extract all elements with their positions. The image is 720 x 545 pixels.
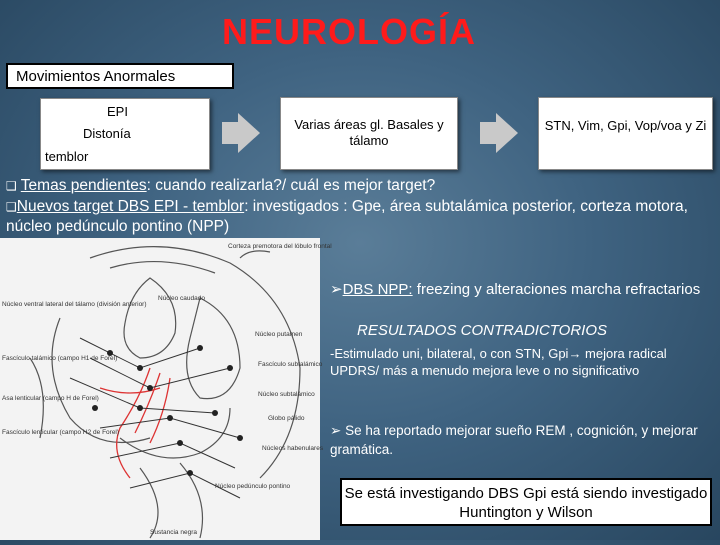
page-title: NEUROLOGÍA [222, 11, 477, 52]
label-vl: Núcleo ventral lateral del tálamo (división anterior) [2, 301, 147, 308]
checkbox-bullet-icon: ❑ [6, 179, 17, 193]
label-gp: Globo pálido [268, 415, 305, 422]
bullet-new-text: : investigados : Gpe, área subtalámica posterior, corteza motora, núcleo pedúnculo pontino (NPP) [6, 198, 688, 235]
stimulation-paragraph [330, 345, 718, 379]
arrow-bullet-icon: ➢ [330, 281, 343, 298]
bullet-pending-text: : cuando realizarla?/ cuál es mejor target? [146, 177, 436, 194]
label-cortex: Corteza premotora del lóbulo frontal [228, 243, 332, 250]
label-ansa: Asa lenticular (campo H de Forel) [2, 395, 99, 402]
section-tag: Movimientos Anormales [6, 63, 234, 89]
npp-heading: DBS NPP: [342, 281, 413, 298]
box-epi-line-1: EPI [107, 104, 128, 119]
npp-text: freezing y alteraciones marcha refractarios [412, 281, 701, 298]
arrow-right-icon: → [568, 346, 582, 361]
sleep-text: Se ha reportado mejorar sueño REM , cognición, y mejorar gramática. [330, 423, 698, 457]
result-box: Se está investigando DBS Gpi está siendo investigado Huntington y Wilson [340, 478, 712, 526]
box-epi-line-2: Distonía [83, 126, 131, 141]
label-fasc-sub: Fascículo subtalámico [258, 361, 323, 368]
label-stn: Núcleo subtalámico [258, 391, 315, 398]
label-fasc-thal: Fascículo talámico (campo H1 de Forel) [2, 355, 118, 362]
basal-ganglia-diagram [0, 238, 332, 540]
box-basal-ganglia: Varias áreas gl. Basales y tálamo [280, 97, 458, 170]
checkbox-bullet-icon: ❑ [6, 200, 17, 214]
label-hab: Núcleos habenulares [262, 445, 324, 452]
results-heading: RESULTADOS CONTRADICTORIOS [357, 322, 608, 339]
arrow-bullet-icon: ➢ [330, 423, 342, 438]
bullet-pending-topics [6, 176, 716, 196]
box-targets: STN, Vim, Gpi, Vop/voa y Zi [538, 97, 713, 170]
label-lent: Fascículo lenticular (campo H2 de Forel) [2, 429, 120, 436]
box-epi [40, 98, 210, 170]
stimulation-text-b: mejora radical UPDRS/ más a menudo mejora leve o no significativo [330, 346, 667, 378]
npp-paragraph [330, 280, 718, 299]
stimulation-text-a: -Estimulado uni, bilateral, o con STN, Gpi [330, 346, 569, 361]
label-sn: Sustancia negra [150, 529, 197, 536]
bullet-pending-heading: Temas pendientes [20, 177, 147, 194]
label-ppn: Núcleo pedúnculo pontino [215, 483, 291, 490]
label-caudate: Núcleo caudado [158, 295, 205, 302]
bullet-new-heading: Nuevos target DBS EPI - temblor [16, 198, 245, 215]
label-putamen: Núcleo putamen [255, 331, 303, 338]
basal-ganglia-drawing [0, 238, 332, 540]
sleep-paragraph [330, 421, 718, 459]
box-epi-line-3: temblor [45, 149, 89, 164]
bullet-new-targets [6, 197, 718, 236]
